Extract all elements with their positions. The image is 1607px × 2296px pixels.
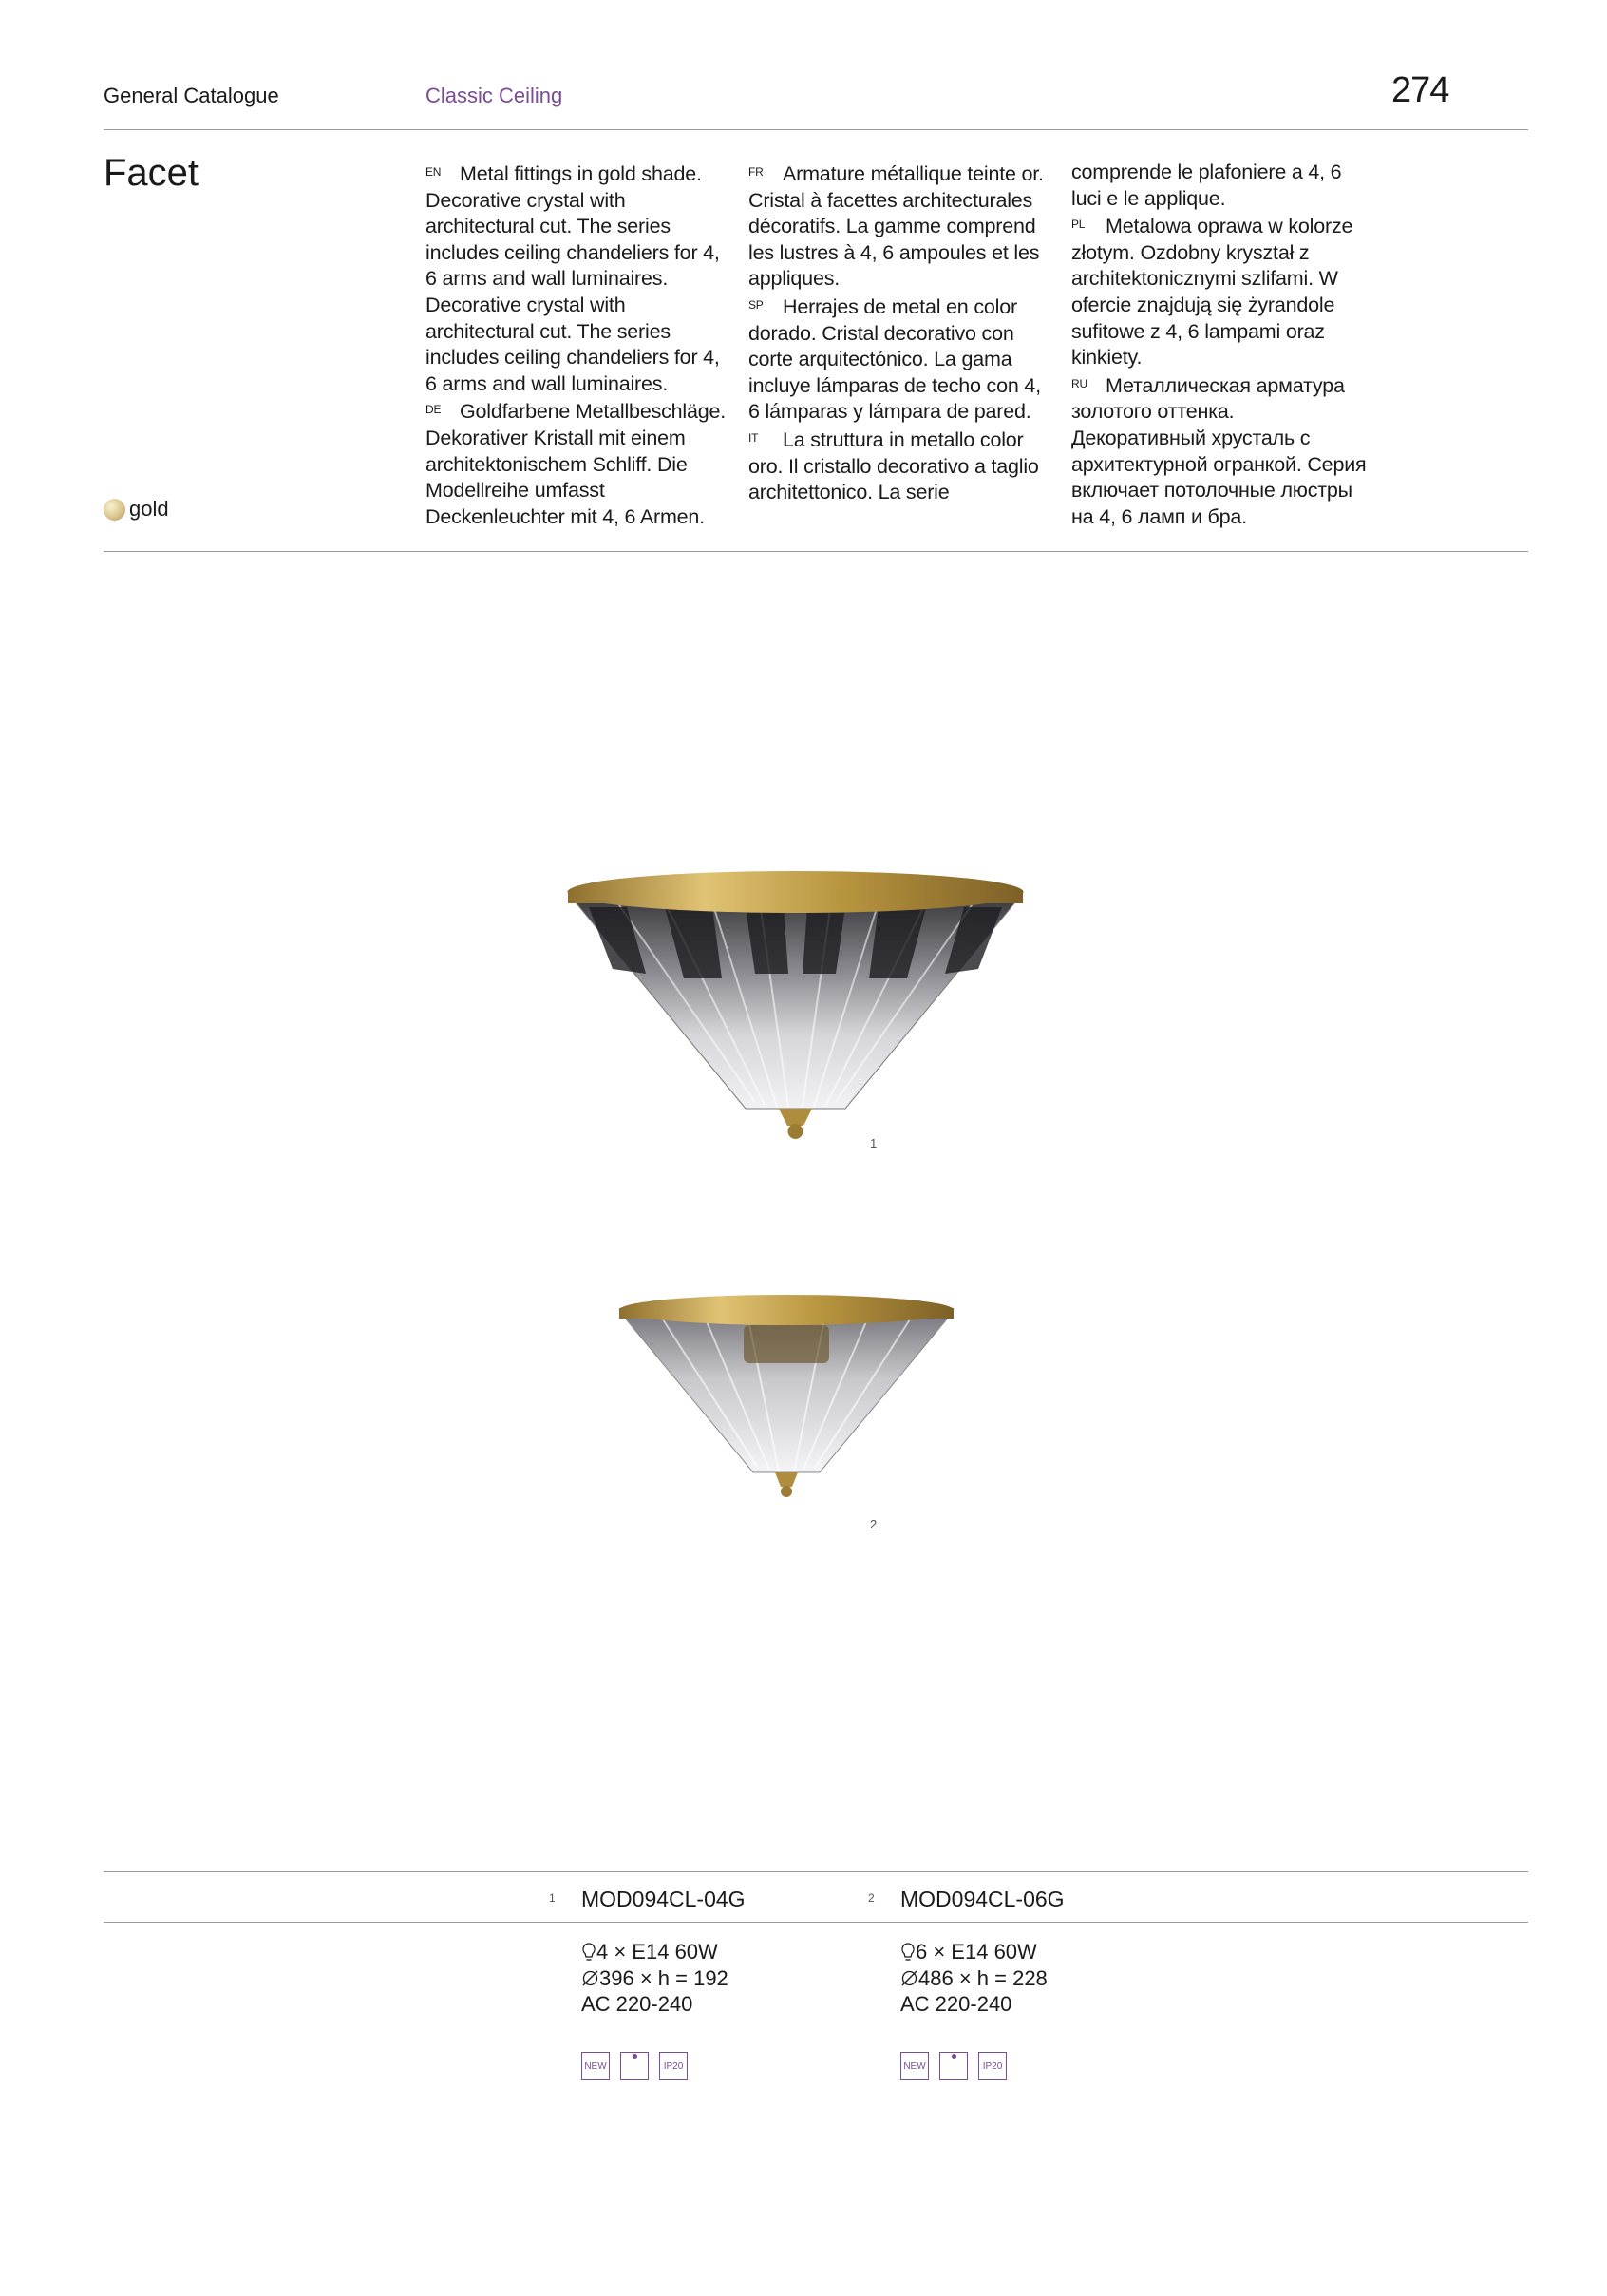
bulb-icon <box>581 1942 596 1963</box>
model-2-dimensions: 486 × h = 228 <box>918 1965 1048 1990</box>
lang-code: RU <box>1071 376 1087 390</box>
description-column-1 <box>425 160 728 530</box>
ip-rating-badge: IP20 <box>659 2052 688 2080</box>
description-sp: SP Herrajes de metal en color dorado. Cristal decorativo con corte arquitectónico. La gama incluye lámparas de techo con 4, 6 lámparas y lámpara de pared. <box>748 293 1050 426</box>
model-1-lamps: 4 × E14 60W <box>596 1940 718 1964</box>
finish-option <box>104 497 169 522</box>
model-1-code: MOD094CL-04G <box>581 1887 746 1911</box>
gold-swatch-icon <box>104 499 125 521</box>
ceiling-mount-badge <box>939 2052 968 2080</box>
header-divider <box>104 129 1528 130</box>
section-label: Classic Ceiling <box>425 84 563 107</box>
bulb-icon <box>900 1942 916 1963</box>
model-2-index: 2 <box>868 1891 875 1905</box>
lang-code: FR <box>748 165 764 179</box>
model-2-code: MOD094CL-06G <box>900 1887 1065 1911</box>
figure-number-1: 1 <box>870 1136 878 1150</box>
description-it: IT La struttura in metallo color oro. Il cristallo decorativo a taglio architettonico. La serie <box>748 426 1050 506</box>
description-de: DE Goldfarbene Metallbeschläge. Dekorativer Kristall mit einem architektonischem Schliff. Die Modellreihe umfasst Deckenleuchter mit 4, 6 Armen. <box>425 397 728 530</box>
page-number: 274 <box>1391 70 1449 110</box>
lang-code: EN <box>425 165 442 179</box>
model-2-voltage: AC 220-240 <box>900 1992 1012 2016</box>
new-badge: NEW <box>900 2052 929 2080</box>
description-en: EN Metal fittings in gold shade. Decorative crystal with architectural cut. The series includes ceiling chandeliers for 4, 6 arms and wall luminaires. Decorative crystal with architectural cut. The series includes ceiling chandeliers for 4, 6 arms and wall luminaires. <box>425 160 728 397</box>
intro-divider <box>104 551 1528 552</box>
model-1-dimensions: 396 × h = 192 <box>599 1965 728 1990</box>
model-2-specs <box>900 1939 1048 2018</box>
model-2-badges <box>900 2052 1007 2080</box>
new-badge: NEW <box>581 2052 610 2080</box>
description-pl: PL Metalowa oprawa w kolorze złotym. Ozdobny kryształ z architektonicznymi szlifami. W ofercie znajdują się żyrandole sufitowe z 4, 6 lampami oraz kinkiety. <box>1071 212 1373 371</box>
model-1-voltage: AC 220-240 <box>581 1992 693 2016</box>
model-1-index: 1 <box>549 1891 556 1905</box>
figure-number-2: 2 <box>870 1517 878 1531</box>
lang-code: IT <box>748 430 759 445</box>
product-image-1 <box>560 860 1030 1141</box>
models-header-divider <box>104 1922 1528 1923</box>
product-image-2 <box>615 1287 957 1502</box>
lang-code: DE <box>425 403 442 417</box>
model-2-lamps: 6 × E14 60W <box>916 1940 1037 1964</box>
lang-code: SP <box>748 297 764 312</box>
product-title: Facet <box>104 152 199 194</box>
description-column-3 <box>1071 160 1373 530</box>
diameter-icon <box>581 1969 599 1987</box>
ip-rating-badge: IP20 <box>978 2052 1007 2080</box>
description-ru: RU Металлическая арматура золотого оттенка. Декоративный хрусталь с архитектурной огранкой. Серия включает потолочные люстры на 4, 6 ламп и бра. <box>1071 371 1373 531</box>
catalogue-label: General Catalogue <box>104 84 279 107</box>
model-1-specs <box>581 1939 728 2018</box>
description-column-2 <box>748 160 1050 506</box>
lang-code: PL <box>1071 218 1086 232</box>
model-1-badges <box>581 2052 688 2080</box>
description-it-continued: comprende le plafoniere a 4, 6 luci e le applique. <box>1071 161 1342 210</box>
description-fr: FR Armature métallique teinte or. Cristal à facettes architecturales décoratifs. La gamme comprend les lustres à 4, 6 ampoules et les appliques. <box>748 160 1050 293</box>
ceiling-mount-badge <box>620 2052 649 2080</box>
finish-label: gold <box>129 497 169 521</box>
diameter-icon <box>900 1969 918 1987</box>
models-top-divider <box>104 1871 1528 1872</box>
